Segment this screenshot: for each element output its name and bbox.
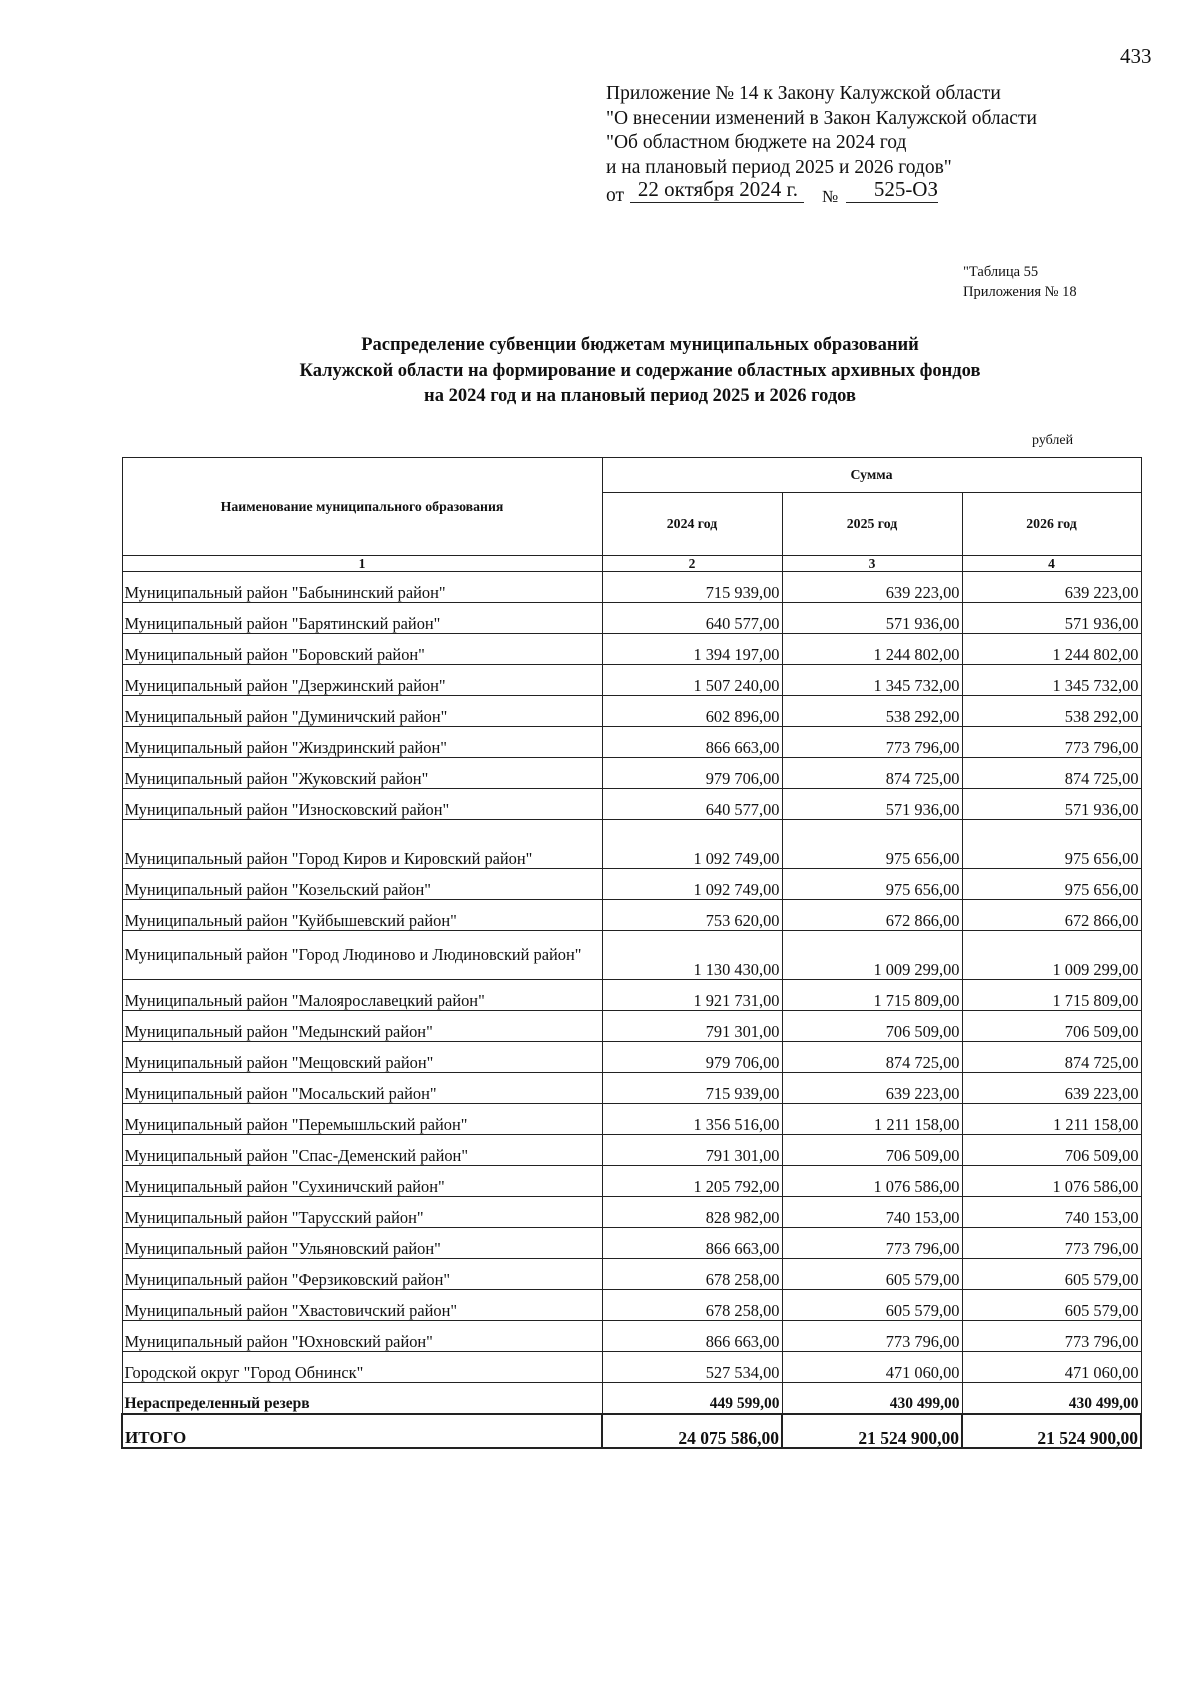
appendix-line: "Об областном бюджете на 2024 год: [606, 132, 907, 153]
header-year: 2026 год: [962, 493, 1141, 556]
table-row: [122, 820, 1141, 869]
amount-2026: 571 936,00: [962, 789, 1141, 820]
row-name: Муниципальный район "Бабынинский район": [122, 572, 602, 603]
column-number: 4: [962, 556, 1141, 572]
amount-2025: 773 796,00: [782, 1228, 962, 1259]
amount-2025: 1 211 158,00: [782, 1104, 962, 1135]
table-row: [122, 1135, 1141, 1166]
amount-2024: 1 205 792,00: [602, 1166, 782, 1197]
column-number: 3: [782, 556, 962, 572]
amount-2024: 678 258,00: [602, 1290, 782, 1321]
amount-2024: 1 507 240,00: [602, 665, 782, 696]
amount-2024: 527 534,00: [602, 1352, 782, 1383]
amount-2025: 1 244 802,00: [782, 634, 962, 665]
row-name: Муниципальный район "Тарусский район": [122, 1197, 602, 1228]
appendix-line: и на плановый период 2025 и 2026 годов": [606, 156, 952, 178]
table-row: [122, 1259, 1141, 1290]
amount-2026: 672 866,00: [962, 900, 1141, 931]
amount-2025: 874 725,00: [782, 758, 962, 789]
amount-2025: 605 579,00: [782, 1290, 962, 1321]
amount-2024: 866 663,00: [602, 1321, 782, 1352]
row-name: Муниципальный район "Ферзиковский район": [122, 1259, 602, 1290]
row-name: Муниципальный район "Город Киров и Кировский район": [122, 820, 602, 869]
amount-2026: 773 796,00: [962, 727, 1141, 758]
table-body: [122, 572, 1141, 1449]
total-row: [122, 1414, 1141, 1448]
amount-2026: 1 009 299,00: [962, 931, 1141, 980]
row-name: Муниципальный район "Медынский район": [122, 1011, 602, 1042]
table-row: [122, 727, 1141, 758]
row-name: Муниципальный район "Барятинский район": [122, 603, 602, 634]
row-name: Муниципальный район "Думиничский район": [122, 696, 602, 727]
amount-2026: 1 244 802,00: [962, 634, 1141, 665]
amount-2026: 706 509,00: [962, 1135, 1141, 1166]
amount-2025: 571 936,00: [782, 789, 962, 820]
table-row: [122, 603, 1141, 634]
amount-2024: 866 663,00: [602, 1228, 782, 1259]
amount-2026: 1 211 158,00: [962, 1104, 1141, 1135]
amount-2024: 791 301,00: [602, 1011, 782, 1042]
row-name: Муниципальный район "Сухиничский район": [122, 1166, 602, 1197]
amount-2025: 672 866,00: [782, 900, 962, 931]
column-number: 1: [122, 556, 602, 572]
header-year: 2024 год: [602, 493, 782, 556]
amount-2026: 773 796,00: [962, 1228, 1141, 1259]
from-label: от: [606, 185, 625, 206]
row-name: Муниципальный район "Дзержинский район": [122, 665, 602, 696]
amount-2026: 874 725,00: [962, 1042, 1141, 1073]
amount-2026: 975 656,00: [962, 869, 1141, 900]
reserve-2024: 449 599,00: [602, 1383, 782, 1415]
table-row: [122, 1104, 1141, 1135]
table-row: [122, 1228, 1141, 1259]
table-row: [122, 900, 1141, 931]
header-name: Наименование муниципального образования: [122, 458, 602, 556]
table-ref-line: Приложения № 18: [963, 284, 1077, 300]
amount-2026: 571 936,00: [962, 603, 1141, 634]
amount-2024: 866 663,00: [602, 727, 782, 758]
row-name: Муниципальный район "Перемышльский район": [122, 1104, 602, 1135]
row-name: Муниципальный район "Износковский район": [122, 789, 602, 820]
total-name: ИТОГО: [122, 1414, 602, 1448]
amount-2025: 773 796,00: [782, 727, 962, 758]
amount-2026: 605 579,00: [962, 1290, 1141, 1321]
amount-2026: 975 656,00: [962, 820, 1141, 869]
row-name: Муниципальный район "Хвастовичский район": [122, 1290, 602, 1321]
table-row: [122, 1290, 1141, 1321]
document-title: [120, 333, 1160, 410]
amount-2025: 740 153,00: [782, 1197, 962, 1228]
table-row: [122, 869, 1141, 900]
amount-2026: 874 725,00: [962, 758, 1141, 789]
row-name: Городской округ "Город Обнинск": [122, 1352, 602, 1383]
amount-2024: 1 092 749,00: [602, 820, 782, 869]
row-name: Муниципальный район "Спас-Деменский район": [122, 1135, 602, 1166]
amount-2026: 706 509,00: [962, 1011, 1141, 1042]
reserve-2025: 430 499,00: [782, 1383, 962, 1415]
table-row: [122, 931, 1141, 980]
amount-2026: 471 060,00: [962, 1352, 1141, 1383]
row-name: Муниципальный район "Ульяновский район": [122, 1228, 602, 1259]
amount-2025: 639 223,00: [782, 1073, 962, 1104]
amount-2026: 639 223,00: [962, 1073, 1141, 1104]
amount-2025: 605 579,00: [782, 1259, 962, 1290]
amount-2026: 773 796,00: [962, 1321, 1141, 1352]
amount-2024: 791 301,00: [602, 1135, 782, 1166]
row-name: Муниципальный район "Боровский район": [122, 634, 602, 665]
units-label: рублей: [1032, 433, 1074, 448]
appendix-line: "О внесении изменений в Закон Калужской области: [606, 107, 1037, 129]
table-row: [122, 1042, 1141, 1073]
amount-2025: 975 656,00: [782, 869, 962, 900]
row-name: Муниципальный район "Жуковский район": [122, 758, 602, 789]
table-row: [122, 1321, 1141, 1352]
amount-2025: 1 009 299,00: [782, 931, 962, 980]
amount-2025: 571 936,00: [782, 603, 962, 634]
amount-2024: 753 620,00: [602, 900, 782, 931]
amount-2025: 706 509,00: [782, 1011, 962, 1042]
row-name: Муниципальный район "Жиздринский район": [122, 727, 602, 758]
amount-2026: 639 223,00: [962, 572, 1141, 603]
table-ref-line: "Таблица 55: [963, 264, 1039, 280]
total-2025: 21 524 900,00: [782, 1414, 962, 1448]
row-name: Муниципальный район "Куйбышевский район": [122, 900, 602, 931]
page-number: 433: [1120, 44, 1152, 68]
table-row: [122, 1166, 1141, 1197]
table-row: [122, 572, 1141, 603]
table-row: [122, 1197, 1141, 1228]
table-row: [122, 634, 1141, 665]
title-line: на 2024 год и на плановый период 2025 и 2026 годов: [424, 386, 856, 406]
row-name: Муниципальный район "Город Людиново и Людиновский район": [122, 931, 602, 980]
row-name: Муниципальный район "Козельский район": [122, 869, 602, 900]
title-line: Калужской области на формирование и содержание областных архивных фондов: [299, 360, 981, 381]
title-line: Распределение субвенции бюджетам муниципальных образований: [361, 335, 919, 355]
table-row: [122, 696, 1141, 727]
header-sum: Сумма: [602, 458, 1141, 493]
subsidy-table: [121, 457, 1142, 1449]
reserve-name: Нераспределенный резерв: [122, 1383, 602, 1415]
table-row: [122, 789, 1141, 820]
header-year: 2025 год: [782, 493, 962, 556]
amount-2024: 979 706,00: [602, 1042, 782, 1073]
amount-2025: 1 345 732,00: [782, 665, 962, 696]
amount-2024: 1 130 430,00: [602, 931, 782, 980]
amount-2025: 538 292,00: [782, 696, 962, 727]
table-reference: [963, 262, 1077, 302]
amount-2025: 975 656,00: [782, 820, 962, 869]
amount-2025: 471 060,00: [782, 1352, 962, 1383]
table-row: [122, 1352, 1141, 1383]
amount-2024: 640 577,00: [602, 603, 782, 634]
amount-2024: 715 939,00: [602, 1073, 782, 1104]
amount-2024: 1 092 749,00: [602, 869, 782, 900]
amount-2025: 639 223,00: [782, 572, 962, 603]
amount-2025: 874 725,00: [782, 1042, 962, 1073]
table-row: [122, 980, 1141, 1011]
amount-2026: 605 579,00: [962, 1259, 1141, 1290]
amount-2024: 678 258,00: [602, 1259, 782, 1290]
row-name: Муниципальный район "Мещовский район": [122, 1042, 602, 1073]
amount-2024: 640 577,00: [602, 789, 782, 820]
amount-2025: 773 796,00: [782, 1321, 962, 1352]
amount-2024: 1 921 731,00: [602, 980, 782, 1011]
law-number: 525-ОЗ: [846, 177, 938, 203]
amount-2024: 715 939,00: [602, 572, 782, 603]
table-row: [122, 1073, 1141, 1104]
row-name: Муниципальный район "Мосальский район": [122, 1073, 602, 1104]
amount-2026: 1 345 732,00: [962, 665, 1141, 696]
row-name: Муниципальный район "Юхновский район": [122, 1321, 602, 1352]
amount-2024: 1 394 197,00: [602, 634, 782, 665]
column-number: 2: [602, 556, 782, 572]
number-label: №: [822, 187, 839, 206]
row-name: Муниципальный район "Малоярославецкий район": [122, 980, 602, 1011]
appendix-header: [606, 82, 1037, 206]
amount-2024: 1 356 516,00: [602, 1104, 782, 1135]
appendix-line: Приложение № 14 к Закону Калужской области: [606, 83, 1001, 104]
reserve-2026: 430 499,00: [962, 1383, 1141, 1415]
total-2026: 21 524 900,00: [962, 1414, 1141, 1448]
amount-2024: 828 982,00: [602, 1197, 782, 1228]
amount-2025: 1 076 586,00: [782, 1166, 962, 1197]
total-2024: 24 075 586,00: [602, 1414, 782, 1448]
amount-2024: 979 706,00: [602, 758, 782, 789]
amount-2024: 602 896,00: [602, 696, 782, 727]
amount-2025: 1 715 809,00: [782, 980, 962, 1011]
law-date: 22 октября 2024 г.: [630, 177, 804, 203]
table-row: [122, 665, 1141, 696]
amount-2026: 538 292,00: [962, 696, 1141, 727]
law-date-line: [606, 177, 1037, 206]
reserve-row: [122, 1383, 1141, 1415]
amount-2026: 740 153,00: [962, 1197, 1141, 1228]
table-row: [122, 758, 1141, 789]
table-row: [122, 1011, 1141, 1042]
amount-2026: 1 715 809,00: [962, 980, 1141, 1011]
amount-2025: 706 509,00: [782, 1135, 962, 1166]
amount-2026: 1 076 586,00: [962, 1166, 1141, 1197]
